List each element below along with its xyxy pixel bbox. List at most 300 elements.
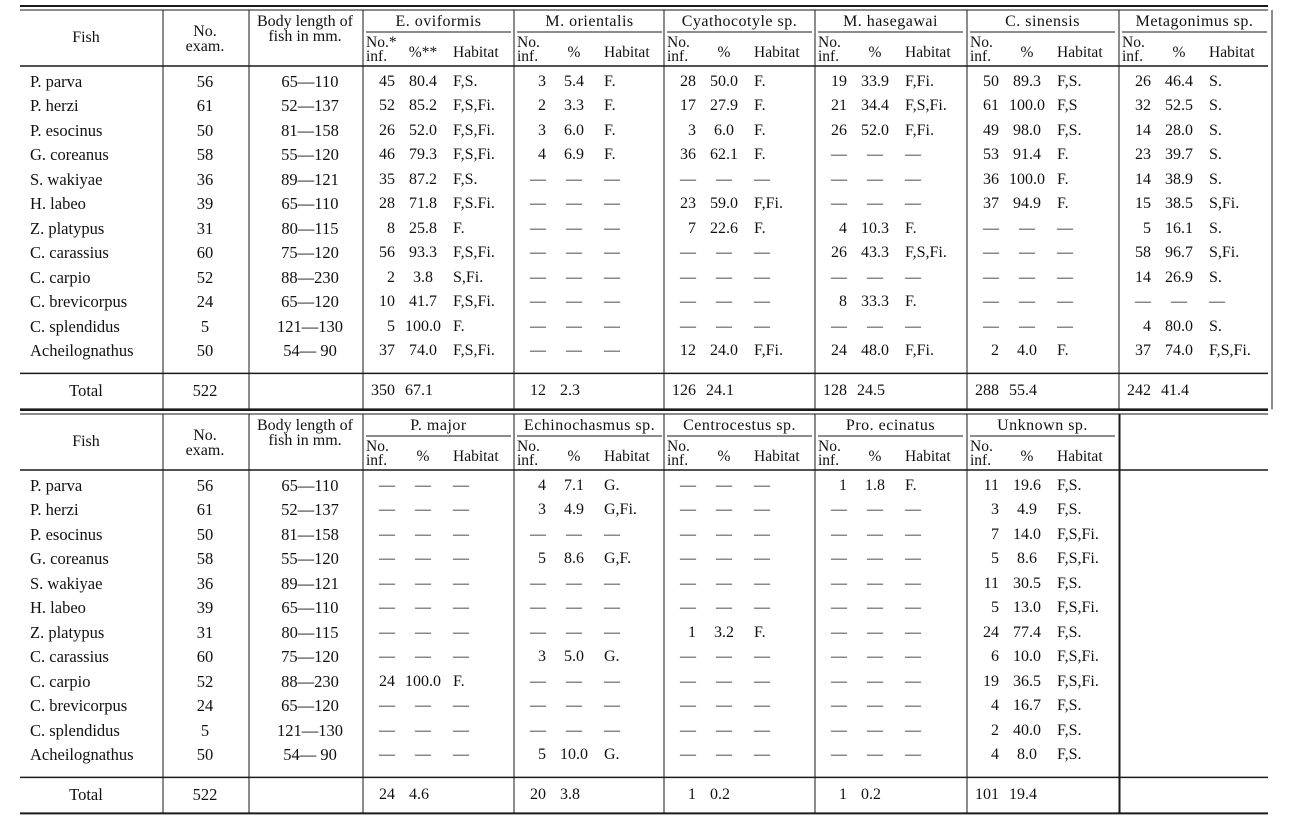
cell-no-inf: —	[680, 697, 696, 715]
cell-no-inf: —	[530, 317, 546, 335]
cell-habitat: —	[604, 341, 620, 359]
cell-no-inf: —	[680, 574, 696, 592]
cell-no-inf: 4	[1143, 317, 1151, 335]
cell-no-inf: 26	[831, 121, 847, 139]
row-no-exam: 36	[196, 573, 214, 593]
cell-percent: —	[1019, 268, 1035, 286]
cell-percent: —	[867, 599, 883, 617]
total-percent: 4.6	[409, 786, 429, 804]
total-no-inf: 20	[530, 786, 546, 804]
cell-no-inf: —	[831, 317, 847, 335]
subheader-no-inf: No. inf.	[818, 438, 841, 469]
subheader-no-inf: No. inf.	[970, 34, 993, 65]
cell-no-inf: —	[680, 525, 696, 543]
subheader-no-inf: No. inf.	[366, 438, 389, 469]
row-no-exam: 31	[196, 218, 214, 238]
cell-percent: 27.9	[710, 97, 738, 115]
cell-no-inf: —	[530, 672, 546, 690]
cell-habitat: F,S.	[1057, 745, 1082, 763]
cell-percent: 10.3	[861, 219, 889, 237]
cell-percent: 3.8	[413, 268, 433, 286]
cell-percent: —	[716, 477, 732, 494]
group-header: Centrocestus sp.	[683, 417, 796, 434]
cell-percent: —	[415, 574, 431, 592]
cell-habitat: F,Fi.	[905, 121, 934, 139]
cell-habitat: G,F.	[604, 550, 632, 568]
cell-percent: 87.2	[409, 170, 437, 188]
total-percent: 3.8	[560, 786, 580, 804]
cell-percent: —	[716, 745, 732, 763]
row-body-length: 65—120	[281, 696, 339, 716]
cell-no-inf: 32	[1135, 97, 1151, 115]
group-header: E. oviformis	[395, 13, 482, 30]
cell-no-inf: —	[530, 623, 546, 641]
cell-habitat: F,S,Fi.	[1057, 525, 1099, 543]
cell-percent: —	[566, 599, 582, 617]
cell-no-inf: —	[831, 648, 847, 666]
row-fish-name: G. coreanus	[30, 145, 109, 165]
cell-habitat: —	[453, 477, 469, 494]
cell-no-inf: —	[680, 244, 696, 262]
subheader-percent: %	[567, 448, 581, 465]
cell-percent: —	[566, 195, 582, 213]
cell-no-inf: —	[831, 268, 847, 286]
cell-no-inf: —	[530, 341, 546, 359]
cell-habitat: S.	[1209, 121, 1222, 139]
cell-percent: —	[716, 550, 732, 568]
cell-percent: —	[716, 721, 732, 739]
cell-habitat: —	[453, 623, 469, 641]
row-no-exam: 24	[196, 696, 214, 716]
cell-percent: —	[566, 672, 582, 690]
cell-percent: —	[566, 268, 582, 286]
cell-percent: 85.2	[409, 97, 437, 115]
cell-no-inf: —	[379, 477, 395, 494]
cell-no-inf: 6	[991, 648, 999, 666]
cell-percent: 93.3	[409, 244, 437, 262]
row-fish-name: H. labeo	[30, 598, 86, 618]
cell-percent: 91.4	[1013, 146, 1041, 164]
cell-no-inf: 45	[379, 73, 395, 90]
cell-habitat: —	[905, 672, 921, 690]
cell-percent: —	[867, 672, 883, 690]
cell-no-inf: —	[530, 721, 546, 739]
cell-habitat: F,S.	[1057, 574, 1082, 592]
cell-no-inf: 5	[1143, 219, 1151, 237]
cell-no-inf: 1	[839, 477, 847, 494]
cell-percent: —	[716, 317, 732, 335]
cell-habitat: —	[754, 477, 770, 494]
cell-no-inf: 19	[831, 73, 847, 90]
row-fish-name: S. wakiyae	[30, 573, 103, 593]
row-fish-name: P. parva	[30, 72, 83, 91]
cell-percent: —	[566, 293, 582, 311]
cell-percent: 6.9	[564, 146, 584, 164]
cell-percent: —	[566, 170, 582, 188]
cell-habitat: G,Fi.	[604, 501, 637, 519]
cell-habitat: F,S,Fi.	[453, 244, 495, 262]
row-no-exam: 56	[196, 476, 214, 495]
cell-percent: 71.8	[409, 195, 437, 213]
cell-habitat: F,S.	[453, 73, 478, 90]
cell-no-inf: 4	[839, 219, 847, 237]
cell-no-inf: —	[680, 721, 696, 739]
cell-percent: —	[1171, 293, 1187, 311]
cell-habitat: —	[905, 195, 921, 213]
cell-habitat: F,S,Fi.	[1057, 648, 1099, 666]
total-label: Total	[69, 785, 103, 805]
cell-habitat: —	[453, 697, 469, 715]
row-no-exam: 56	[196, 72, 214, 91]
row-fish-name: P. parva	[30, 476, 83, 495]
cell-percent: —	[566, 721, 582, 739]
cell-habitat: —	[604, 170, 620, 188]
column-header-no-exam: No. exam.	[185, 23, 225, 56]
cell-habitat: S.	[1209, 268, 1222, 286]
cell-percent: —	[867, 146, 883, 164]
subheader-percent: %	[567, 44, 581, 61]
cell-habitat: F,S,Fi.	[905, 97, 947, 115]
cell-habitat: —	[905, 697, 921, 715]
cell-percent: 96.7	[1165, 244, 1193, 262]
cell-habitat: F,S.	[1057, 73, 1082, 90]
cell-percent: 3.2	[714, 623, 734, 641]
cell-no-inf: —	[831, 745, 847, 763]
cell-percent: 100.0	[405, 672, 441, 690]
cell-habitat: S,Fi.	[1209, 195, 1240, 213]
total-percent: 55.4	[1009, 382, 1037, 400]
cell-no-inf: 2	[538, 97, 546, 115]
row-body-length: 88—230	[281, 671, 339, 691]
cell-no-inf: 24	[379, 672, 395, 690]
row-no-exam: 58	[196, 145, 214, 165]
cell-no-inf: 19	[983, 672, 999, 690]
total-label: Total	[69, 381, 103, 401]
row-no-exam: 52	[196, 267, 214, 287]
subheader-habitat: Habitat	[1057, 448, 1103, 465]
row-no-exam: 61	[196, 500, 214, 520]
cell-percent: 34.4	[861, 97, 889, 115]
row-no-exam: 50	[196, 744, 214, 764]
cell-habitat: —	[453, 648, 469, 666]
cell-no-inf: —	[680, 599, 696, 617]
group-header: Cyathocotyle sp.	[681, 13, 798, 30]
row-body-length: 52—137	[281, 500, 339, 520]
cell-percent: —	[867, 525, 883, 543]
cell-habitat: F,S,Fi.	[453, 341, 495, 359]
cell-habitat: F.	[754, 146, 766, 164]
cell-percent: 8.6	[564, 550, 584, 568]
cell-no-inf: 11	[983, 574, 999, 592]
cell-percent: —	[716, 170, 732, 188]
cell-no-inf: 46	[379, 146, 395, 164]
cell-no-inf: 4	[991, 745, 999, 763]
group-header: Metagonimus sp.	[1135, 13, 1254, 30]
cell-habitat: F,S.	[1057, 501, 1082, 519]
cell-habitat: F.	[453, 317, 465, 335]
cell-percent: —	[867, 501, 883, 519]
cell-percent: 10.0	[1013, 648, 1041, 666]
cell-habitat: S.	[1209, 73, 1222, 90]
cell-habitat: —	[754, 745, 770, 763]
cell-no-inf: —	[1135, 293, 1151, 311]
cell-habitat: —	[905, 525, 921, 543]
cell-habitat: —	[1057, 293, 1073, 311]
cell-habitat: —	[604, 195, 620, 213]
subheader-percent: %**	[408, 44, 438, 61]
cell-percent: —	[716, 697, 732, 715]
cell-percent: 39.7	[1165, 146, 1193, 164]
cell-habitat: F,S	[1057, 97, 1078, 115]
cell-no-inf: 4	[991, 697, 999, 715]
cell-percent: 52.0	[409, 121, 437, 139]
row-body-length: 89—121	[281, 169, 339, 189]
cell-no-inf: 5	[538, 745, 546, 763]
cell-habitat: S,Fi.	[1209, 244, 1240, 262]
cell-percent: 36.5	[1013, 672, 1041, 690]
cell-habitat: —	[604, 599, 620, 617]
row-no-exam: 39	[196, 194, 214, 214]
cell-habitat: —	[754, 721, 770, 739]
cell-no-inf: 50	[983, 73, 999, 90]
cell-habitat: —	[1057, 317, 1073, 335]
row-no-exam: 24	[196, 292, 214, 312]
total-no-exam: 522	[192, 785, 218, 805]
cell-habitat: G.	[604, 477, 620, 494]
row-body-length: 81—158	[281, 524, 339, 544]
cell-habitat: —	[754, 648, 770, 666]
row-body-length: 65—120	[281, 292, 339, 312]
cell-no-inf: —	[831, 721, 847, 739]
cell-percent: —	[415, 599, 431, 617]
cell-percent: —	[1019, 317, 1035, 335]
row-no-exam: 50	[196, 120, 214, 140]
cell-percent: 24.0	[710, 341, 738, 359]
row-fish-name: C. carpio	[30, 267, 91, 287]
cell-percent: —	[867, 268, 883, 286]
cell-no-inf: —	[831, 170, 847, 188]
cell-percent: 100.0	[405, 317, 441, 335]
cell-no-inf: —	[530, 293, 546, 311]
row-body-length: 80—115	[281, 622, 339, 642]
row-no-exam: 5	[200, 720, 210, 740]
subheader-percent: %	[1020, 44, 1034, 61]
cell-habitat: —	[754, 697, 770, 715]
row-body-length: 75—120	[281, 243, 339, 263]
cell-no-inf: —	[379, 623, 395, 641]
cell-percent: —	[415, 525, 431, 543]
cell-percent: —	[867, 170, 883, 188]
cell-percent: 13.0	[1013, 599, 1041, 617]
cell-no-inf: 21	[831, 97, 847, 115]
cell-percent: —	[716, 672, 732, 690]
cell-habitat: —	[453, 550, 469, 568]
cell-no-inf: 8	[839, 293, 847, 311]
total-percent: 0.2	[710, 786, 730, 804]
cell-no-inf: 61	[983, 97, 999, 115]
row-fish-name: C. splendidus	[30, 316, 120, 336]
cell-no-inf: 14	[1135, 170, 1151, 188]
cell-percent: 50.0	[710, 73, 738, 90]
cell-no-inf: —	[680, 170, 696, 188]
cell-percent: —	[716, 599, 732, 617]
cell-percent: —	[415, 501, 431, 519]
cell-no-inf: 5	[387, 317, 395, 335]
cell-habitat: F,S,Fi.	[1057, 672, 1099, 690]
cell-percent: 100.0	[1009, 170, 1045, 188]
group-header: Pro. ecinatus	[845, 417, 936, 434]
cell-habitat: —	[1209, 293, 1225, 311]
cell-habitat: —	[905, 146, 921, 164]
group-header: Echinochasmus sp.	[523, 417, 656, 434]
cell-habitat: —	[905, 623, 921, 641]
cell-no-inf: —	[530, 219, 546, 237]
cell-no-inf: —	[680, 648, 696, 666]
cell-percent: —	[1019, 219, 1035, 237]
cell-percent: 80.4	[409, 73, 437, 90]
cell-percent: 38.9	[1165, 170, 1193, 188]
cell-percent: 79.3	[409, 146, 437, 164]
cell-habitat: F,S.	[1057, 477, 1082, 494]
cell-no-inf: —	[983, 293, 999, 311]
cell-percent: 16.1	[1165, 219, 1193, 237]
cell-habitat: F,S,Fi.	[1057, 599, 1099, 617]
cell-no-inf: —	[831, 550, 847, 568]
cell-percent: 48.0	[861, 341, 889, 359]
row-no-exam: 60	[196, 647, 214, 667]
cell-no-inf: 23	[1135, 146, 1151, 164]
cell-no-inf: —	[680, 745, 696, 763]
total-no-inf: 242	[1127, 382, 1151, 400]
cell-percent: 4.9	[1017, 501, 1037, 519]
cell-no-inf: —	[530, 574, 546, 592]
cell-no-inf: 52	[379, 97, 395, 115]
column-header-body-length: Body length of fish in mm.	[257, 13, 353, 46]
cell-percent: 8.0	[1017, 745, 1037, 763]
cell-no-inf: —	[831, 574, 847, 592]
cell-no-inf: 58	[1135, 244, 1151, 262]
cell-habitat: F,Fi.	[754, 341, 783, 359]
cell-habitat: —	[453, 745, 469, 763]
cell-no-inf: —	[530, 268, 546, 286]
cell-percent: —	[566, 525, 582, 543]
cell-habitat: —	[604, 244, 620, 262]
total-percent: 19.4	[1009, 786, 1037, 804]
cell-no-inf: 14	[1135, 121, 1151, 139]
cell-percent: 74.0	[1165, 341, 1193, 359]
cell-percent: —	[867, 697, 883, 715]
cell-no-inf: 3	[688, 121, 696, 139]
cell-no-inf: 26	[831, 244, 847, 262]
subheader-habitat: Habitat	[754, 448, 800, 465]
cell-percent: 28.0	[1165, 121, 1193, 139]
row-no-exam: 39	[196, 598, 214, 618]
row-body-length: 54— 90	[283, 340, 337, 360]
cell-no-inf: —	[680, 501, 696, 519]
row-fish-name: H. labeo	[30, 194, 86, 214]
row-no-exam: 31	[196, 622, 214, 642]
cell-no-inf: —	[379, 599, 395, 617]
subheader-percent: %	[868, 448, 882, 465]
cell-percent: 77.4	[1013, 623, 1041, 641]
cell-no-inf: —	[680, 317, 696, 335]
cell-no-inf: 17	[680, 97, 696, 115]
cell-percent: 33.9	[861, 73, 889, 90]
cell-no-inf: 1	[688, 623, 696, 641]
cell-no-inf: —	[680, 477, 696, 494]
cell-percent: —	[566, 574, 582, 592]
cell-no-inf: —	[379, 697, 395, 715]
cell-habitat: F.	[604, 146, 616, 164]
cell-habitat: —	[754, 170, 770, 188]
subheader-percent: %	[416, 448, 430, 465]
cell-habitat: —	[905, 648, 921, 666]
cell-percent: 8.6	[1017, 550, 1037, 568]
cell-habitat: —	[754, 574, 770, 592]
cell-no-inf: 2	[991, 721, 999, 739]
cell-habitat: G.	[604, 745, 620, 763]
subheader-no-inf: No. inf.	[970, 438, 993, 469]
cell-habitat: —	[453, 525, 469, 543]
cell-no-inf: 12	[680, 341, 696, 359]
row-fish-name: Acheilognathus	[30, 340, 134, 360]
cell-habitat: F.	[905, 477, 917, 494]
cell-percent: —	[566, 244, 582, 262]
cell-percent: 52.0	[861, 121, 889, 139]
cell-no-inf: 7	[991, 525, 999, 543]
subheader-habitat: Habitat	[453, 448, 499, 465]
row-fish-name: Acheilognathus	[30, 744, 134, 764]
cell-percent: —	[867, 195, 883, 213]
cell-habitat: S.	[1209, 97, 1222, 115]
row-body-length: 54— 90	[283, 744, 337, 764]
total-no-inf: 128	[823, 382, 847, 400]
cell-no-inf: 5	[538, 550, 546, 568]
row-no-exam: 36	[196, 169, 214, 189]
total-no-inf: 24	[379, 786, 395, 804]
subheader-habitat: Habitat	[1057, 44, 1103, 61]
cell-habitat: —	[905, 721, 921, 739]
cell-percent: 1.8	[865, 477, 885, 494]
cell-habitat: —	[754, 550, 770, 568]
cell-habitat: —	[1057, 219, 1073, 237]
total-percent: 2.3	[560, 382, 580, 400]
row-body-length: 121—130	[277, 720, 343, 740]
cell-percent: 46.4	[1165, 73, 1193, 90]
cell-no-inf: —	[831, 599, 847, 617]
cell-no-inf: 37	[1135, 341, 1151, 359]
cell-percent: 30.5	[1013, 574, 1041, 592]
column-header-body-length: Body length of fish in mm.	[257, 417, 353, 450]
cell-no-inf: —	[831, 697, 847, 715]
total-percent: 24.1	[706, 382, 734, 400]
row-body-length: 88—230	[281, 267, 339, 287]
subheader-percent: %	[717, 44, 731, 61]
cell-habitat: —	[754, 672, 770, 690]
cell-percent: 33.3	[861, 293, 889, 311]
cell-habitat: —	[453, 501, 469, 519]
row-no-exam: 50	[196, 524, 214, 544]
cell-habitat: —	[905, 574, 921, 592]
subheader-no-inf: No. inf.	[517, 438, 540, 469]
row-body-length: 65—110	[281, 194, 339, 214]
row-fish-name: S. wakiyae	[30, 169, 103, 189]
cell-percent: —	[1019, 293, 1035, 311]
row-body-length: 121—130	[277, 316, 343, 336]
cell-habitat: —	[905, 501, 921, 519]
cell-no-inf: —	[983, 317, 999, 335]
cell-habitat: —	[604, 721, 620, 739]
